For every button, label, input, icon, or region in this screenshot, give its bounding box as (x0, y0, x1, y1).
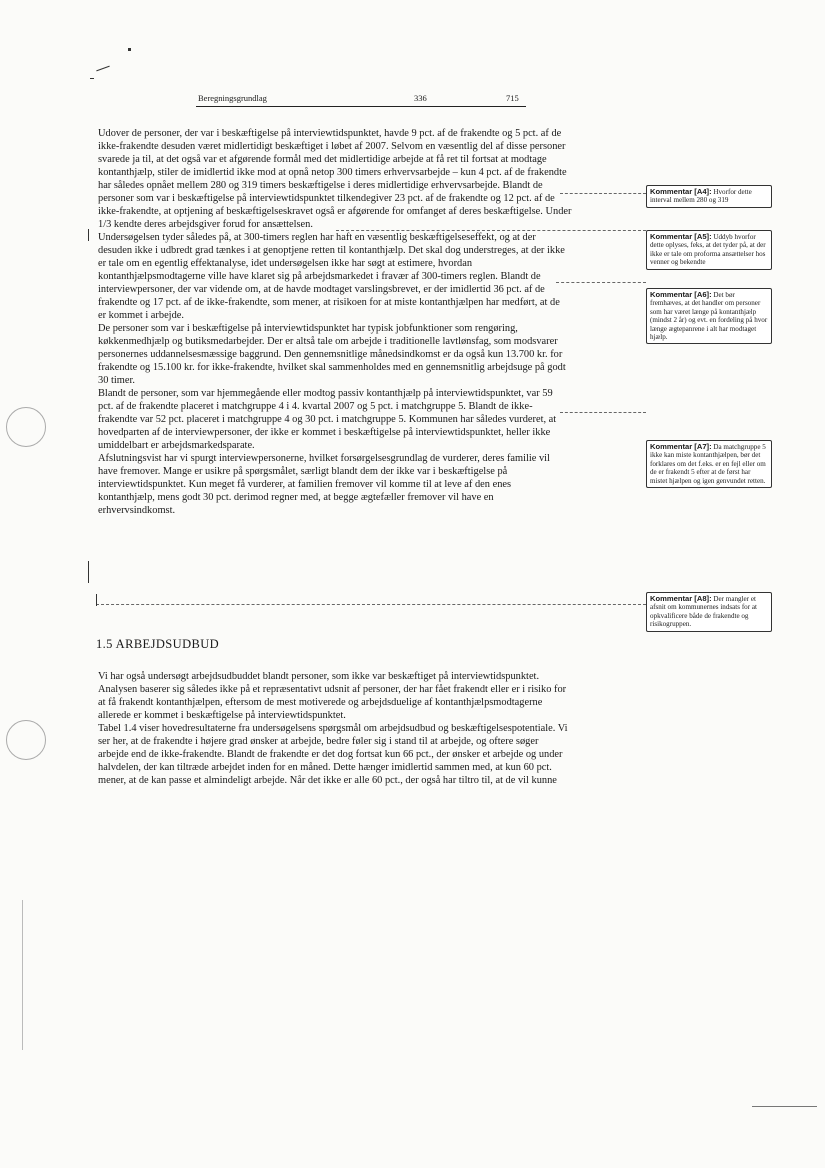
section-heading: 1.5 ARBEJDSUDBUD (96, 637, 220, 651)
change-bar (88, 561, 89, 583)
text-line: kontanthjælpsmodtagerne ville have klaret sig på arbejdsmarkedet i fravær af 300-timers reglen. Blandt de (98, 271, 541, 282)
comment-body: Uddyb hvorfor dette oplyses, feks, at det tyder på, at der ikke er tale om proforma ansættelser hos venner og bekendte (650, 233, 766, 267)
comment-title: Kommentar [A7]: (650, 442, 712, 451)
text-line: at få frakendt kontanthjælpen, eftersom de mest motiverede og arbejdsduelige af kontanthjælpsmodtagerne (98, 697, 543, 708)
footer-rule (752, 1106, 817, 1107)
margin-mark (22, 900, 23, 1050)
text-line: køkkenmedhjælp og butiksmedarbejder. Der er altså tale om arbejde i traditionelle lavtlønsfag, som modsvarer (98, 336, 558, 347)
comment-leader-a7 (560, 412, 646, 413)
punch-hole (6, 407, 46, 447)
text-line: 30 timer. (98, 375, 135, 386)
comment-title: Kommentar [A5]: (650, 232, 712, 241)
text-line: desuden ikke i udbredt grad tænkes i at genoptjene retten til kontanthjælp. Det skal dog understreges, at der ikke (98, 245, 565, 256)
text-line: frakendte og 17 pct. af de ikke-frakendte, som mener, at risikoen for at miste kontanthjælpen har medført, at de (98, 297, 560, 308)
comment-balloon[interactable] (646, 288, 772, 344)
change-bar (88, 229, 89, 241)
text-line: kontanthjælp, stiler de imidlertid ikke mod at opnå netop 300 timers erhvervsarbejde – kun 4 pct. af de frakendte (98, 167, 567, 178)
text-line: umiddelbart er arbejdsmarkedsparate. (98, 440, 255, 451)
text-line: Udover de personer, der var i beskæftigelse på interviewtidspunktet, havde 9 pct. af de frakendte og 5 pct. af de (98, 128, 562, 139)
text-line: De personer som var i beskæftigelse på interviewtidspunktet har typisk jobfunktioner som rengøring, (98, 323, 518, 334)
comment-leader-a5 (336, 230, 646, 231)
page-header (196, 90, 526, 107)
text-line: Vi har også undersøgt arbejdsudbuddet blandt personer, som ikke var beskæftiget på interviewtidspunktet. (98, 671, 540, 682)
header-right: 715 (506, 93, 519, 103)
text-line: allerede er kommet i beskæftigelse på interviewtidspunktet. (98, 710, 346, 721)
text-line: pct. af de frakendte placeret i matchgruppe 4 i 4. kvartal 2007 og 5 pct. i matchgruppe 5. Blandt de ikke- (98, 401, 533, 412)
comment-body: Det bør fremhæves, at det handler om personer som har været længe på kontanthjælp (mindst 2 år) og evt. en fordeling på hvor længe ægtepanrene i alt har modtaget hjælp. (650, 291, 768, 342)
text-line: ikke-frakendte, at optjening af beskæftigelseskravet også er afgørende for omfanget af deres beskæftigelse. Under (98, 206, 572, 217)
comment-body: Hvorfor dette interval mellem 280 og 319 (650, 188, 752, 205)
text-line: interviewpersoner, der var vidende om, at de havde modtaget varslingsbrevet, er der imidlertid 36 pct. af de (98, 284, 545, 295)
comment-balloon[interactable] (646, 592, 772, 632)
text-line: frakendte var 52 pct. placeret i matchgruppe 4 og 30 pct. i matchgruppe 5. Kommunen har således vurderet, at (98, 414, 557, 425)
text-line: personernes uddannelsesmæssige baggrund. Den gennemsnitlige månedsindkomst er da også kun 13.700 kr. for (98, 349, 563, 360)
text-line: mener, at de kan passe et almindeligt arbejde. Når det ikke er alle 60 pct., der også har tiltro til, at de vil kunne (98, 775, 557, 786)
text-line: er tale om en egentlig effektanalyse, idet undersøgelsen ikke har søgt at estimere, hvordan (98, 258, 473, 269)
comment-balloon[interactable] (646, 230, 772, 270)
text-line: ikke-frakendte desuden været midlertidigt beskæftiget i løbet af 2007. Selvom en væsentlig del af disse personer (98, 141, 566, 152)
comment-title: Kommentar [A6]: (650, 290, 712, 299)
text-line: ser her, at de frakendte i højere grad ønsker at arbejde, bedre føler sig i stand til at arbejde, og oftere søger (98, 736, 539, 747)
comment-leader-a4 (560, 193, 646, 194)
change-bar (96, 594, 97, 606)
punch-hole (6, 720, 46, 760)
text-line: have fremover. Mange er usikre på spørgsmålet, særligt blandt dem der ikke var i beskæftigelse på (98, 466, 508, 477)
text-line: 1/3 kendte deres arbejdsgiver forud for ansættelsen. (98, 219, 313, 230)
text-line: personer som var i beskæftigelse på interviewtidspunktet tilkendegiver 23 pct. af de frakendte og 12 pct. af de (98, 193, 555, 204)
text-line: Tabel 1.4 viser hovedresultaterne fra undersøgelsens spørgsmål om arbejdsudbud og beskæftigelsespotentiale. Vi (98, 723, 568, 734)
text-line: frakendte og 15.100 kr. for ikke-frakendte, hvilket skal sammenholdes med en gennemsnitlig arbejdsuge på godt (98, 362, 566, 373)
text-line: erhvervsindkomst. (98, 505, 176, 516)
text-line: svarede ja til, at det også var et afgørende formål med det midlertidige arbejde at få ret til fortsat at modtage (98, 154, 547, 165)
comment-leader-a6 (556, 282, 646, 283)
text-line: Afslutningsvist har vi spurgt interviewpersonerne, hvilket forsørgelsesgrundlag de vurderer, deres familie vil (98, 453, 550, 464)
comment-title: Kommentar [A4]: (650, 187, 712, 196)
text-line: halvdelen, der kan tiltræde arbejdet inden for en måned. Dette hænger imidlertid sammen med, at kun 60 pct. (98, 762, 552, 773)
scan-speck (90, 78, 94, 79)
text-line: er kommet i arbejde. (98, 310, 184, 321)
text-line: har således opnået mellem 280 og 319 timers beskæftigelse i deres midlertidige erhvervsarbejde. Blandt de (98, 180, 543, 191)
comment-leader-a8 (96, 604, 646, 605)
text-line: Blandt de personer, som var hjemmegående eller modtog passiv kontanthjælp på interviewtidspunktet, var 59 (98, 388, 553, 399)
comment-title: Kommentar [A8]: (650, 594, 712, 603)
text-line: interviewtidspunktet. Kun meget få vurderer, at familien fremover vil komme til at leve af den enes (98, 479, 512, 490)
header-page-number: 336 (414, 93, 427, 103)
header-left: Beregningsgrundlag (198, 93, 267, 103)
comment-balloon[interactable] (646, 440, 772, 488)
comment-body: Der mangler et afsnit om kommunernes indsats for at opkvalificere både de frakendte og risikogruppen. (650, 595, 757, 629)
scan-speck (128, 48, 131, 51)
comment-body: Da matchgruppe 5 ikke kan miste kontanthjælpen, bør det forklares om det f.eks. er en fejl eller om de er frakendt 5 efter at de først har mistet hjælpen og igen genvundet retten. (650, 443, 766, 485)
text-line: Analysen baserer sig således ikke på et repræsentativt udsnit af personer, der har fået frakendt eller er i risiko for (98, 684, 567, 695)
scan-speck (96, 66, 109, 72)
text-line: Undersøgelsen tyder således på, at 300-timers reglen har haft en væsentlig beskæftigelseseffekt, og at der (98, 232, 536, 243)
text-line: arbejde end de ikke-frakendte. Blandt de frakendte er det dog fortsat kun 66 pct., der ønsker et arbejde og under (98, 749, 563, 760)
text-line: hovedparten af de interviewpersoner, der ikke er kommet i beskæftigelse på interviewtidspunktet, heller ikke (98, 427, 551, 438)
comment-balloon[interactable] (646, 185, 772, 208)
text-line: kontanthjælp, mens godt 30 pct. derimod regner med, at begge ægtefæller fremover vil have en (98, 492, 494, 503)
